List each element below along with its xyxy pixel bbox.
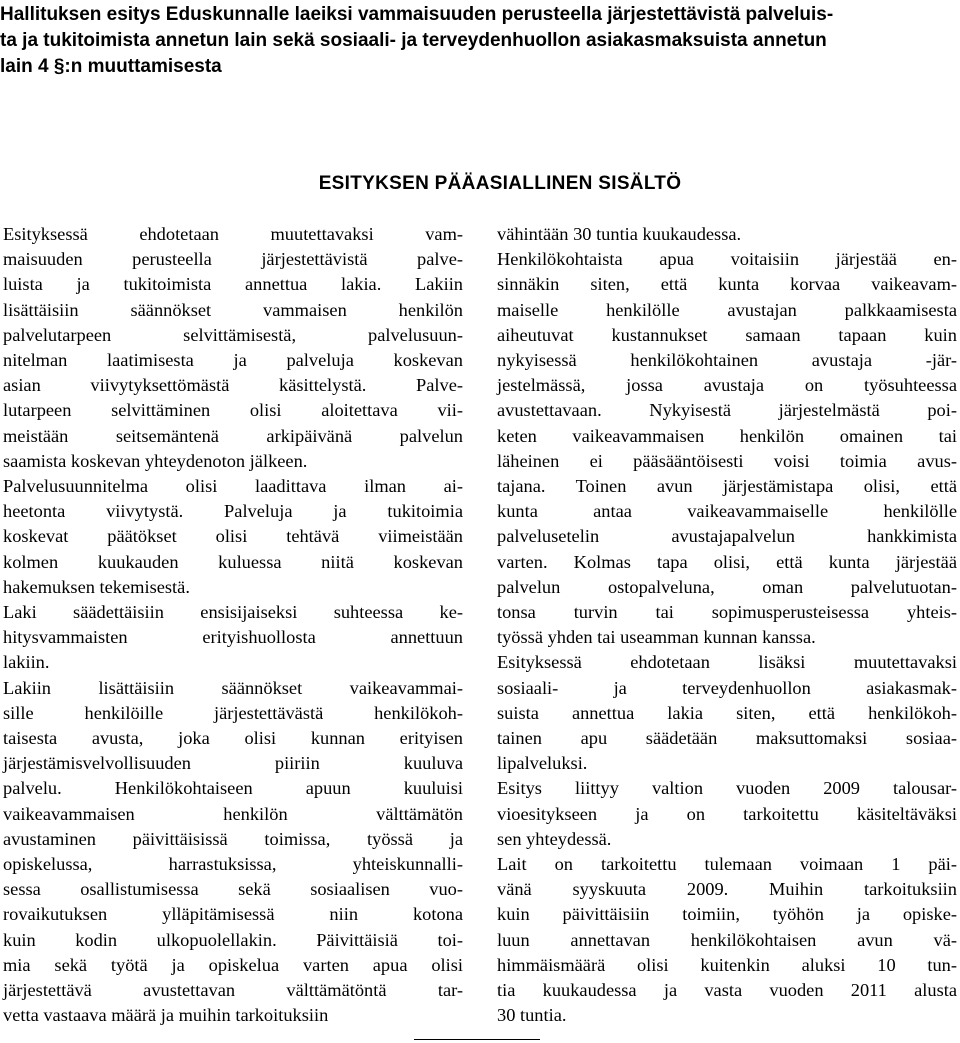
right-column-line: sosiaali- ja terveydenhuollon asiakasmak- bbox=[497, 677, 957, 698]
left-column-line: meistään seitsemäntenä arkipäivänä palvelun bbox=[3, 425, 463, 446]
right-column-line: maiselle henkilölle avustajan palkkaamisesta bbox=[497, 299, 957, 320]
left-column-line: luista ja tukitoimista annettua lakia. Lakiin bbox=[3, 274, 463, 295]
right-column-line: palvelusetelin avustajapalvelun hankkimista bbox=[497, 526, 957, 547]
title-line-2: ta ja tukitoimista annetun lain sekä sosiaali- ja terveydenhuollon asiakasmaksuista annetun bbox=[0, 30, 827, 51]
left-column-line: maisuuden perusteella järjestettävistä palve- bbox=[3, 249, 463, 270]
right-column-line: vioesitykseen ja on tarkoitettu käsiteltäväksi bbox=[497, 803, 957, 824]
title-line-3: lain 4 §:n muuttamisesta bbox=[0, 56, 222, 77]
left-column-line: opiskelussa, harrastuksissa, yhteiskunnalli- bbox=[3, 854, 463, 875]
right-column-line: himmäismäärä olisi kuitenkin aluksi 10 tun- bbox=[497, 954, 957, 975]
left-column-line: järjestämisvelvollisuuden piiriin kuuluva bbox=[3, 753, 463, 774]
left-column-line: asian viivytyksettömästä käsittelystä. Palve- bbox=[3, 375, 463, 396]
left-column-line: Laki säädettäisiin ensisijaiseksi suhteessa ke- bbox=[3, 602, 463, 623]
left-column-line: avustaminen päivittäisissä toimissa, työssä ja bbox=[3, 828, 463, 849]
right-column-line: avustettavaan. Nykyisestä järjestelmästä poi- bbox=[497, 400, 957, 421]
right-column-line: tainen apu säädetään maksuttomaksi sosiaa- bbox=[497, 728, 957, 749]
left-column-line: mia sekä työtä ja opiskelua varten apua olisi bbox=[3, 954, 463, 975]
right-column-line: vänä syyskuuta 2009. Muihin tarkoituksiin bbox=[497, 879, 957, 900]
left-column-line: rovaikutuksen ylläpitämisessä niin kotona bbox=[3, 904, 463, 925]
right-column-line: palvelun ostopalveluna, oman palvelutuotan- bbox=[497, 576, 957, 597]
right-column-line: Henkilökohtaista apua voitaisiin järjestää en- bbox=[497, 249, 957, 270]
left-column-line: taisesta avusta, joka olisi kunnan erityisen bbox=[3, 728, 463, 749]
right-column-line: tonsa turvin tai sopimusperusteisessa yhteis- bbox=[497, 602, 957, 623]
left-column-line: koskevat päätökset olisi tehtävä viimeistään bbox=[3, 526, 463, 547]
right-column-line: läheinen ei pääsääntöisesti voisi toimia avus- bbox=[497, 450, 957, 471]
left-column-line: lisättäisiin säännökset vammaisen henkilön bbox=[3, 299, 463, 320]
right-column-line: Esityksessä ehdotetaan lisäksi muutettavaksi bbox=[497, 652, 957, 673]
right-column-line: vähintään 30 tuntia kuukaudessa. bbox=[497, 224, 742, 244]
footnote-rule bbox=[414, 1039, 540, 1040]
left-column-line: hitysvammaisten erityishuollosta annettuun bbox=[3, 627, 463, 648]
left-column-line: sille henkilöille järjestettävästä henkilökoh- bbox=[3, 702, 463, 723]
right-column-line: sen yhteydessä. bbox=[497, 828, 612, 849]
title-line-1: Hallituksen esitys Eduskunnalle laeiksi vammaisuuden perusteella järjestettävistä palveluis- bbox=[0, 4, 834, 25]
left-column bbox=[3, 222, 463, 1029]
right-column-line: Esitys liittyy valtion vuoden 2009 talousar- bbox=[497, 778, 957, 799]
left-column-line: lutarpeen selvittäminen olisi aloitettava vii- bbox=[3, 400, 463, 421]
left-column-line: Palvelusuunnitelma olisi laadittava ilman ai- bbox=[3, 476, 463, 497]
right-column-line: jestelmässä, jossa avustaja on työsuhteessa bbox=[497, 375, 957, 396]
left-column-line: lakiin. bbox=[3, 652, 50, 673]
left-column-line: nitelman laatimisesta ja palveluja koskevan bbox=[3, 350, 463, 371]
right-column-line: suista annettua lakia siten, että henkilökoh- bbox=[497, 702, 957, 723]
left-column-line: järjestettävä avustettavan välttämätöntä tar- bbox=[3, 980, 463, 1001]
right-column-line: kuin päivittäisiin toimiin, työhön ja opiske- bbox=[497, 904, 957, 925]
left-column-line: palvelutarpeen selvittämisestä, palvelusuun- bbox=[3, 324, 463, 345]
left-column-line: kolmen kuukauden kuluessa niitä koskevan bbox=[3, 551, 463, 572]
document-title bbox=[0, 2, 960, 80]
right-column-line: lipalveluksi. bbox=[497, 753, 588, 774]
right-column bbox=[497, 222, 957, 1029]
right-column-line: tia kuukaudessa ja vasta vuoden 2011 alusta bbox=[497, 980, 957, 1001]
right-column-line: luun annettavan henkilökohtaisen avun vä- bbox=[497, 929, 957, 950]
right-column-line: työssä yhden tai useamman kunnan kanssa. bbox=[497, 627, 816, 648]
right-column-line: sinnäkin siten, että kunta korvaa vaikeavam- bbox=[497, 274, 957, 295]
left-column-line: saamista koskevan yhteydenoton jälkeen. bbox=[3, 450, 308, 471]
right-column-line: keten vaikeavammaisen henkilön omainen tai bbox=[497, 425, 957, 446]
right-column-line: kunta antaa vaikeavammaiselle henkilölle bbox=[497, 501, 957, 522]
right-column-line: varten. Kolmas tapa olisi, että kunta järjestää bbox=[497, 551, 957, 572]
left-column-line: vetta vastaava määrä ja muihin tarkoituksiin bbox=[3, 1005, 329, 1026]
left-column-line: kuin kodin ulkopuolellakin. Päivittäisiä toi- bbox=[3, 929, 463, 950]
right-column-line: aiheutuvat kustannukset samaan tapaan kuin bbox=[497, 324, 957, 345]
right-column-line: 30 tuntia. bbox=[497, 1005, 567, 1026]
left-column-line: hakemuksen tekemisestä. bbox=[3, 576, 190, 597]
left-column-line: sessa osallistumisessa sekä sosiaalisen vuo- bbox=[3, 879, 463, 900]
left-column-line: vaikeavammaisen henkilön välttämätön bbox=[3, 803, 463, 824]
right-column-line: tajana. Toinen avun järjestämistapa olisi, että bbox=[497, 476, 957, 497]
left-column-line: palvelu. Henkilökohtaiseen apuun kuuluisi bbox=[3, 778, 463, 799]
left-column-line: Lakiin lisättäisiin säännökset vaikeavammai- bbox=[3, 677, 463, 698]
left-column-line: Esityksessä ehdotetaan muutettavaksi vam- bbox=[3, 224, 463, 244]
right-column-line: Lait on tarkoitettu tulemaan voimaan 1 päi- bbox=[497, 854, 957, 875]
left-column-line: heetonta viivytystä. Palveluja ja tukitoimia bbox=[3, 501, 463, 522]
right-column-line: nykyisessä henkilökohtainen avustaja -jär- bbox=[497, 350, 957, 371]
section-heading: ESITYKSEN PÄÄASIALLINEN SISÄLTÖ bbox=[318, 173, 682, 194]
